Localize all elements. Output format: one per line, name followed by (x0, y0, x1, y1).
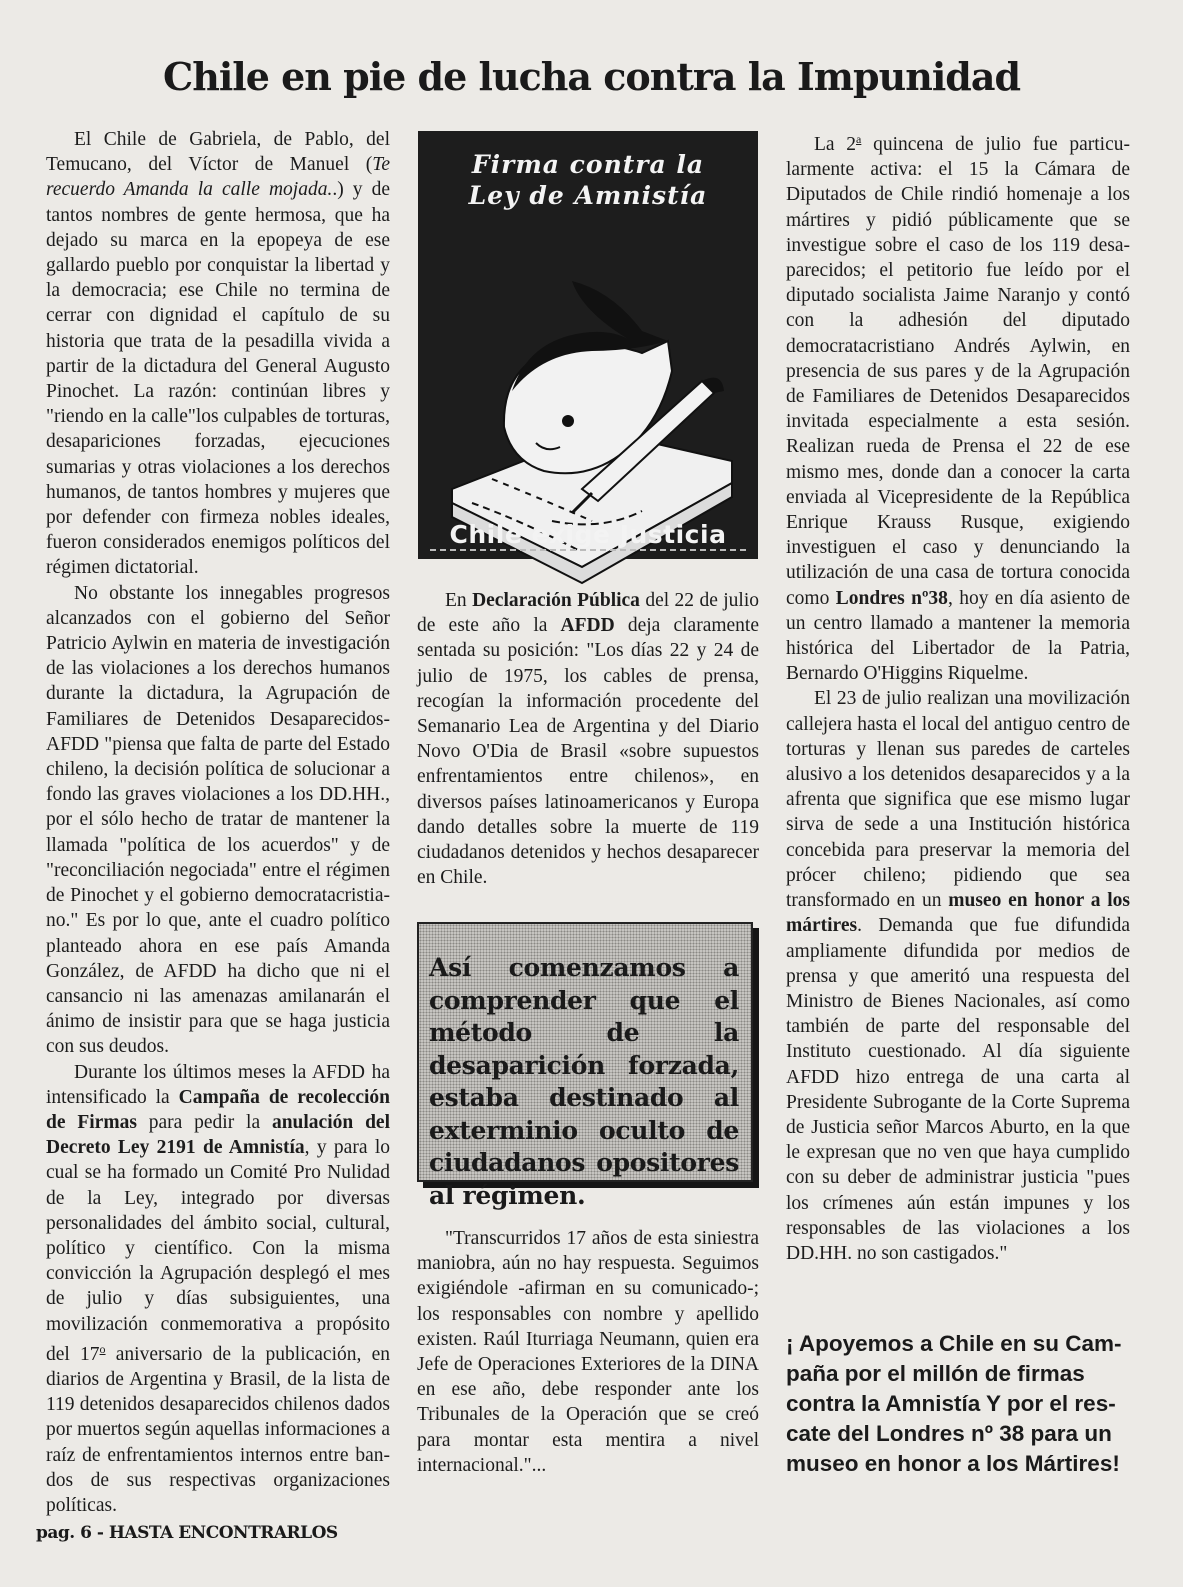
paragraph: "Transcurridos 17 años de esta siniestra maniobra, aún no hay respuesta. Seguimos exigiéndole -afirman en su comunicado-; los responsables con nombre y apellido existen. Raúl Iturriaga Neumann, quien era Jefe de Operaciones Exteriores de la DINA en ese año, debe responder ante los Tribunales de la Operación que se creó para montar esta mentira a nivel internacional."... (417, 1228, 759, 1476)
column-2-top (417, 588, 759, 890)
paragraph: En Declaración Pública del 22 de julio de este año la AFDD deja claramente sentada su posición: "Los días 22 y 24 de julio de 1975, los cables de prensa, recogían la información procedente del Semanario Lea de Argentina y del Diario Novo O'Dia de Brasil «sobre supuestos enfrentamientos entre chilenos», en diversos países latinoamericanos y Europa dando detalles sobre la muerte de 119 ciudadanos detenidos y hechos desaparecer en Chile. (417, 590, 760, 889)
poster-illustration (432, 221, 744, 621)
column-1 (46, 127, 390, 1518)
amnesty-poster (418, 131, 758, 559)
poster-caption: Chile exige Justicia (449, 520, 727, 549)
page-footer: pag. 6 - HASTA ENCONTRARLOS (36, 1523, 338, 1543)
paragraph: El 23 de julio realizan una movilización callejera hasta el local del antiguo centro de torturas y llenan sus paredes de carteles alusivo a los detenidos desaparecidos y a la afrenta que significa que ese mismo lugar sirva de sede a una Institución histórica concebida para preservar la memoria del prócer chileno; pidiendo que sea transformado en un museo en honor a los mártires. Demanda que fue difundida ampliamente difundida por medios de prensa y que ameritó una respuesta del Ministro de Bienes Nacionales, así como también de parte del responsable del Instituto cuestionado. Al día siguiente AFDD hizo entrega de una carta al Presidente Subrogante de la Corte Suprema de Justicia señor Marcos Aburto, en la que le expresan que no ven que haya cumplido con su deber de administrar justicia "pues los crímenes aún están impunes y los responsables de las violaciones a los DD.HH. no son castigados." (786, 688, 1130, 1264)
pull-quote-text: Así comenzamos a comprender que el método de la desaparición forzada, estaba destinado al exterminio oculto de ciudadanos opositores al régimen. (429, 953, 739, 1210)
campaign-callout: ¡ Apoyemos a Chile en su Campaña por el millón de firmas contra la Amnistía Y por el rescate del Londres nº 38 para un museo en honor a los Mártires! (786, 1331, 1122, 1476)
paragraph: No obstante los innegables progresos alcanzados con el gobierno del Señor Patricio Aylwin en materia de investigación de las violaciones a los derechos humanos durante la dictadura, la Agrupación de Familiares de Detenidos Desaparecidos-AFDD "piensa que falta de parte del Estado chileno, la decisión política de solucionar a fondo las graves violaciones a los DD.HH., por el sólo hecho de tratar de mantener la llamada "política de los acuerdos" y de "reconciliación negociada" entre el régimen de Pinochet y el gobierno democratacristiano." Es por lo que, ante el cuadro político planteado ahora en ese país Amanda González, de AFDD ha dicho que ni el cansancio ni las amenazas amilanarán el ánimo de insistir para que se haga justicia con sus deudos. (46, 582, 390, 1058)
paragraph: La 2$^a$ quincena de julio fue particularmente activa: el 15 la Cámara de Diputados de Chile rindió homenaje a los mártires y pidió públicamente que se investigue sobre el caso de los 119 desaparecidos; el petitorio fue leído por el diputado socialista Jaime Naranjo y contó con la adhesión del diputado democratacristiano Andrés Aylwin, en presencia de sus pares y de la Agrupación de Familiares de Detenidos Desaparecidos invitada especialmente a esta sesión. Realizan rueda de Prensa el 22 de ese mismo mes, donde dan a conocer la carta enviada al Vicepresidente de la República Enrique Krauss Rusque, exigiendo investiguen el caso y denunciando la utilización de una casa de tortura conocida como Londres nº38, hoy en día asiento de un centro llamado a mantener la memoria histórica del Libertador de la Patria, Bernardo O'Higgins Riquelme. (786, 132, 1130, 685)
article-title: Chile en pie de lucha contra la Impunidad (162, 54, 1021, 99)
paragraph: El Chile de Gabriela, de Pablo, del Temucano, del Víctor de Manuel (Te recuerdo Amanda la calle mojada..) y de tantos nombres de gente hermosa, que ha dejado su marca en la epopeya de ese gallardo pueblo por conquistar la libertad y la democracia; ese Chile no termina de cerrar con dignidad el capítulo de su historia que trata de la pesadilla vivida a partir de la dictadura del General Augusto Pinochet. La razón: continúan libres y "riendo en la calle"los culpables de torturas, desapariciones forzadas, ejecuciones sumarias y otras violaciones a los derechos humanos, de tantos hombres y mujeres que por defender con firmeza nobles ideales, fueron considerados enemigos políticos del régimen dictatorial. (46, 129, 390, 579)
paragraph: Durante los últimos meses la AFDD ha intensificado la Campaña de recolección de Firmas para pedir la anulación del Decreto Ley 2191 de Amnistía, y para lo cual se ha formado un Comité Pro Nulidad de la Ley, integrado por diversas personalidades del ámbito social, cultural, político y científico. Con la misma convicción la Agrupación desplegó el mes de julio y días subsiguientes, una movilización conmemorativa a propósito del 17$^o$ aniversario de la publicación, en diarios de Argentina y Brasil, de la lista de 119 detenidos desaparecidos chilenos dados por muertos según aquellas informaciones a raíz de enfrentamientos internos entre bandos de sus respectivas organizaciones políticas. (46, 1061, 391, 1516)
poster-title: Firma contra la Ley de Amnistía (468, 150, 708, 210)
column-3 (786, 127, 1130, 1266)
column-2-bottom (417, 1226, 759, 1478)
pull-quote (417, 922, 753, 1210)
poster-divider (430, 549, 746, 551)
